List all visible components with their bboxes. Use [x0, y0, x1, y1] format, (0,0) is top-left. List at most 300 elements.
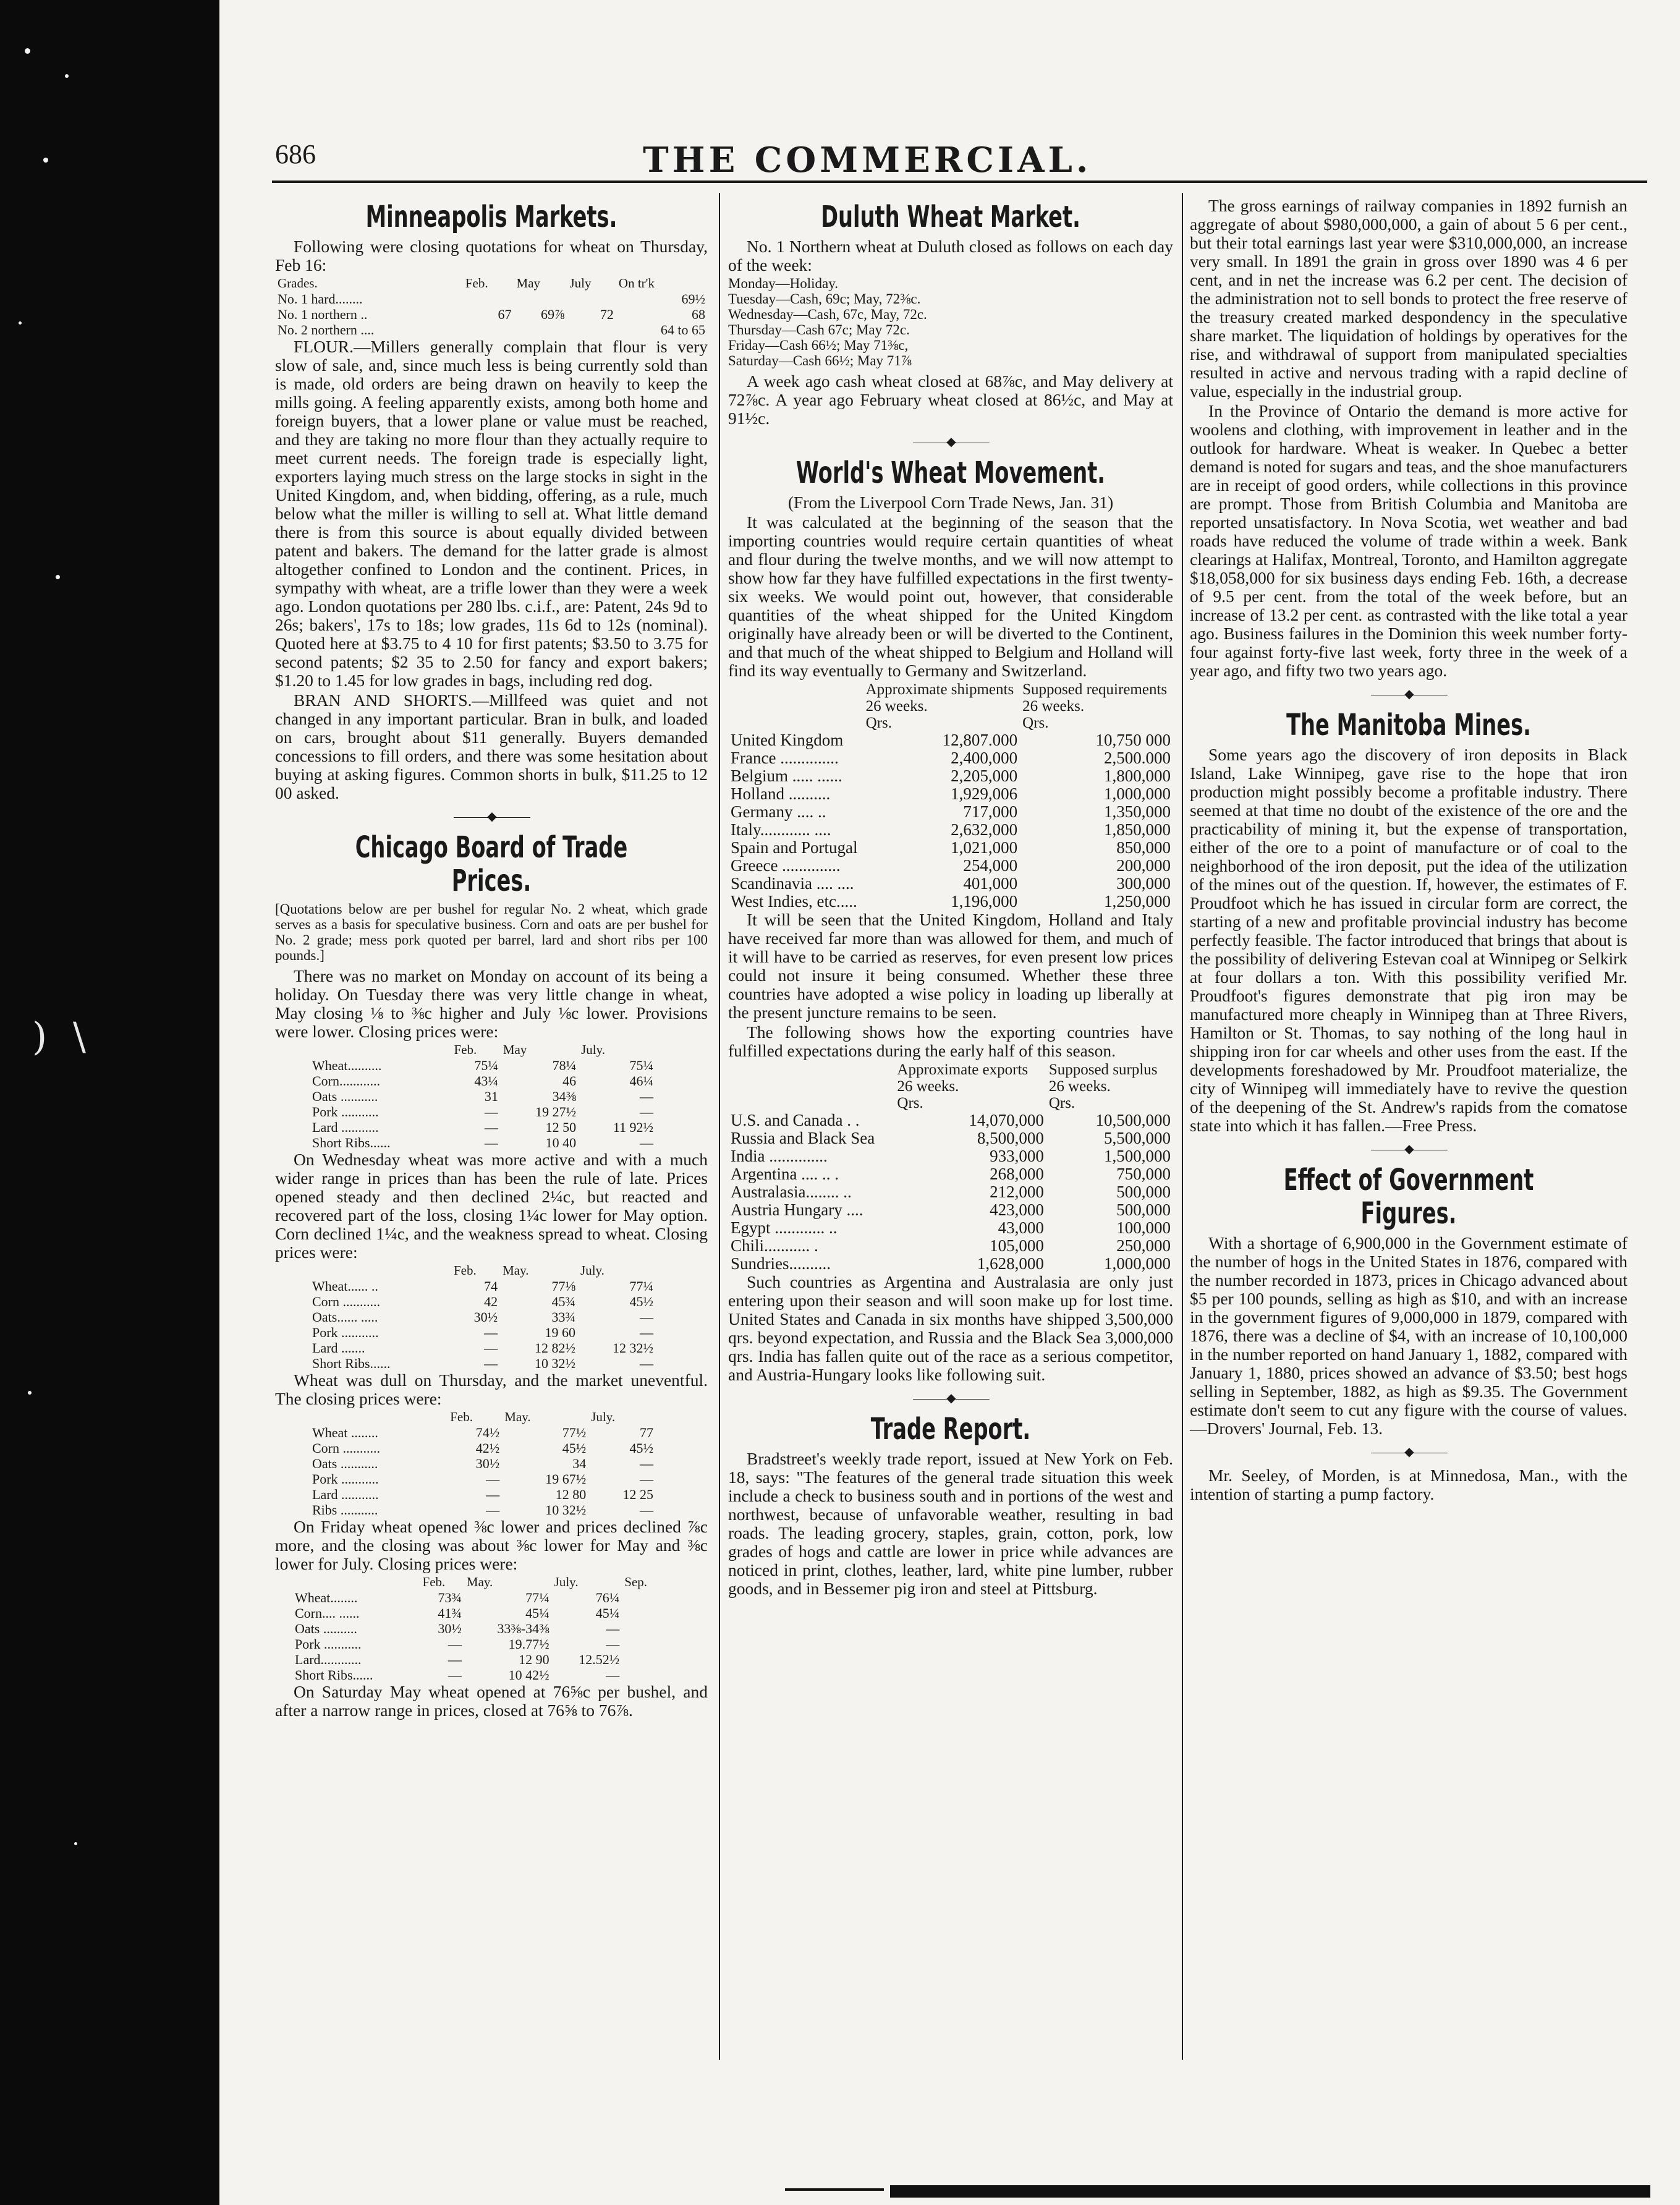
- column-header: [728, 1078, 894, 1095]
- table-row: [310, 1325, 656, 1340]
- table-cell: 34⅜: [552, 1089, 577, 1104]
- chicago-saturday: On Saturday May wheat opened at 76⅝c per bushel, and after a narrow range in prices, closed at 76⅝ to 76⅞.: [275, 1682, 708, 1720]
- table-row: [728, 1201, 1173, 1219]
- chicago-thursday-table: [310, 1409, 656, 1518]
- table-cell: —: [486, 1502, 500, 1518]
- table-header-row: [728, 1095, 1173, 1111]
- table-cell: 717,000: [963, 802, 1018, 821]
- table-cell: 10 32½: [535, 1356, 576, 1371]
- table-cell: 45¾: [551, 1294, 576, 1309]
- table-header-row: [310, 1409, 656, 1425]
- column-header: 26 weeks.: [865, 698, 928, 715]
- section-divider: ———◆———: [454, 810, 529, 823]
- column-header: Feb.: [450, 1409, 473, 1424]
- table-cell: 10,750 000: [1095, 731, 1171, 749]
- table-cell: 12 50: [545, 1119, 577, 1135]
- table-cell: Oats ...........: [312, 1089, 378, 1104]
- table-cell: 30½: [438, 1621, 462, 1636]
- table-row: [728, 1183, 1173, 1201]
- table-cell: —: [640, 1356, 653, 1371]
- table-cell: 30½: [475, 1456, 500, 1471]
- table-cell: 11 92½: [613, 1119, 653, 1135]
- table-row: [728, 893, 1173, 911]
- table-row: [310, 1278, 656, 1294]
- table-cell: Argentina .... .. .: [731, 1165, 839, 1183]
- table-cell: Short Ribs......: [312, 1356, 391, 1371]
- table-cell: [622, 1652, 664, 1667]
- government-figures-heading: Effect of Government Figures.: [1283, 1163, 1534, 1231]
- table-row: [310, 1309, 656, 1325]
- column-header: [310, 1042, 452, 1058]
- list-item: Tuesday—Cash, 69c; May, 72⅜c.: [728, 291, 921, 307]
- table-row: [310, 1340, 656, 1356]
- scan-speck: [25, 48, 30, 54]
- table-cell: Egypt ............ ..: [731, 1218, 838, 1237]
- scan-speck: [43, 158, 48, 163]
- table-cell: U.S. and Canada . .: [731, 1111, 860, 1129]
- table-cell: United Kingdom: [731, 731, 844, 749]
- table-row: [275, 322, 708, 338]
- table-cell: —: [486, 1487, 500, 1502]
- table-cell: 8,500,000: [977, 1129, 1044, 1147]
- table-cell: —: [606, 1621, 620, 1636]
- table-cell: 12,807.000: [942, 731, 1018, 749]
- table-row: [728, 803, 1173, 821]
- column-header: May: [503, 1042, 527, 1057]
- table-row: [728, 731, 1173, 749]
- table-row: [275, 307, 708, 322]
- trade-report-paragraph: Bradstreet's weekly trade report, issued at New York on Feb. 18, says: "The features of the general trade situation this week include a check to business south and in portions of the west and northwest, because of unfavorable weather, resulting in bad roads. The leading grocery, staples, grain, cotton, pork, low grades of hogs and cattle are lower in price while advances are noticed in print, clothes, leather, lard, white pine lumber, rubber goods, and in Bessemer pig iron and steel at Pittsburg.: [728, 1449, 1173, 1598]
- table-cell: 19 67½: [545, 1471, 587, 1487]
- table-cell: [622, 1667, 664, 1683]
- table-cell: —: [486, 1471, 500, 1487]
- table-row: [728, 821, 1173, 839]
- table-cell: 10 42½: [508, 1667, 549, 1683]
- table-cell: 67: [498, 307, 512, 322]
- table-row: [728, 1111, 1173, 1129]
- table-cell: 77¼: [525, 1590, 549, 1605]
- table-cell: 12 32½: [613, 1340, 653, 1356]
- table-cell: Lard ...........: [312, 1119, 379, 1135]
- trade-report-heading: Trade Report.: [870, 1412, 1031, 1447]
- table-row: [728, 1165, 1173, 1183]
- scan-speck: [28, 1391, 32, 1395]
- table-cell: 1,021,000: [951, 838, 1018, 857]
- table-row: [728, 1219, 1173, 1237]
- table-cell: Oats ...........: [312, 1456, 378, 1471]
- table-row: [310, 1456, 656, 1471]
- table-cell: 500,000: [1116, 1200, 1171, 1219]
- table-cell: Wheat........: [295, 1590, 358, 1605]
- minneapolis-heading: Minneapolis Markets.: [365, 200, 617, 234]
- table-cell: 77: [640, 1425, 653, 1440]
- worlds-wheat-paragraph-1: It was calculated at the beginning of the season that the importing countries would require certain quantities of wheat and flour during the twelve months, and we will now attempt to show how far they have fulfilled expectations in the first twenty-six weeks. We would point out, however, that considerable quantities of the wheat shipped for the United Kingdom originally have already been or will be diverted to the Continent, and that much of the wheat shipped to Belgium and Holland will find its way eventually to Germany and Switzerland.: [728, 512, 1173, 680]
- table-row: [728, 785, 1173, 803]
- chicago-thursday: Wheat was dull on Thursday, and the market uneventful. The closing prices were:: [275, 1370, 708, 1408]
- table-cell: 1,500,000: [1104, 1147, 1171, 1165]
- table-cell: Austria Hungary ....: [731, 1200, 863, 1219]
- table-cell: West Indies, etc.....: [731, 892, 857, 911]
- seeley-paragraph: Mr. Seeley, of Morden, is at Minnedosa, Man., with the intention of starting a pump factory.: [1190, 1466, 1627, 1503]
- table-cell: Chili........... .: [731, 1236, 818, 1255]
- column-header: July.: [554, 1574, 579, 1589]
- chicago-friday: On Friday wheat opened ⅜c lower and prices declined ⅞c more, and the closing was about ⅜c lower for May and ⅜c lower for July. Closing prices were:: [275, 1517, 708, 1573]
- chicago-wednesday-table: [310, 1263, 656, 1371]
- table-row: [310, 1487, 656, 1502]
- table-cell: Sundries..........: [731, 1254, 831, 1273]
- table-cell: 42: [484, 1294, 498, 1309]
- table-cell: 1,850,000: [1104, 820, 1171, 839]
- table-cell: 750,000: [1116, 1165, 1171, 1183]
- table-cell: Greece ..............: [731, 856, 841, 875]
- table-cell: Lard .......: [312, 1340, 365, 1356]
- table-cell: 423,000: [990, 1200, 1044, 1219]
- column-header: Sep.: [624, 1574, 648, 1589]
- table-row: [728, 1255, 1173, 1273]
- section-divider: ———◆———: [1371, 1142, 1446, 1156]
- table-cell: Germany .... ..: [731, 802, 826, 821]
- table-cell: 5,500,000: [1104, 1129, 1171, 1147]
- table-cell: [463, 322, 514, 338]
- table-cell: Short Ribs......: [312, 1135, 391, 1150]
- table-cell: 45¼: [525, 1605, 549, 1621]
- column-3: [1190, 197, 1627, 1505]
- table-cell: 69⅞: [540, 307, 565, 322]
- importing-countries-table: [728, 681, 1173, 911]
- table-row: [728, 839, 1173, 857]
- table-cell: Wheat..........: [312, 1058, 382, 1073]
- column-2: [728, 197, 1173, 1599]
- table-cell: —: [640, 1309, 653, 1325]
- table-cell: Australasia........ ..: [731, 1183, 852, 1201]
- table-row: [310, 1073, 656, 1089]
- scan-border: [0, 0, 219, 2205]
- column-header: July: [569, 276, 592, 291]
- column-header: [728, 681, 863, 698]
- manitoba-mines-heading: The Manitoba Mines.: [1286, 708, 1531, 742]
- table-cell: No. 2 northern ....: [278, 322, 375, 338]
- minneapolis-intro: Following were closing quotations for wheat on Thursday, Feb 16:: [275, 237, 708, 274]
- table-cell: Spain and Portugal: [731, 838, 858, 857]
- column-header: Grades.: [278, 276, 318, 291]
- worlds-wheat-source: (From the Liverpool Corn Trade News, Jan. 31): [787, 493, 1114, 512]
- duluth-heading: Duluth Wheat Market.: [821, 200, 1080, 234]
- table-cell: [567, 291, 616, 307]
- worlds-wheat-heading: World's Wheat Movement.: [795, 456, 1106, 490]
- table-cell: 19.77½: [508, 1636, 549, 1652]
- table-row: [310, 1440, 656, 1456]
- column-header: [728, 1095, 894, 1111]
- table-cell: Belgium ..... ......: [731, 767, 842, 785]
- flour-paragraph: FLOUR.—Millers generally complain that flour is very slow of sale, and, since much less is being currently sold than is made, old orders are being drawn on heavily to keep the mills going. A feeling apparently exists, among both home and foreign buyers, that a lower plane or value must be reached, and they are taking no more flour than they actually require to meet current needs. The foreign trade is especially light, exporters laying much stress on the large stocks in sight in the United Kingdom, and, when bidding, offering, as a rule, much below what the miller is willing to sell at. What little demand there is from this source is about equally divided between patent and bakers. The demand for the latter grade is almost altogether confined to London and the continent. Prices, in sympathy with wheat, are a trifle lower than they were a week ago. London quotations per 280 lbs. c.i.f., are: Patent, 24s 9d to 26s; bakers', 17s to 18s; low grades, 11s 6d to 12s (nominal). Quoted here at $3.75 to 4 10 for first patents; $3.50 to 3.75 for second patents; $2 35 to 2.50 for fancy and export bakers; $1.20 to 1.45 for low grades in bags, including red dog.: [275, 337, 708, 690]
- table-cell: —: [484, 1356, 498, 1371]
- table-cell: France ..............: [731, 749, 839, 767]
- table-cell: Wheat...... ..: [312, 1278, 378, 1294]
- duluth-intro: No. 1 Northern wheat at Duluth closed as follows on each day of the week:: [728, 237, 1173, 274]
- column-header: [310, 1409, 448, 1425]
- table-cell: [622, 1605, 664, 1621]
- table-header-row: [310, 1042, 656, 1058]
- table-cell: [622, 1621, 664, 1636]
- scan-artifact: [890, 2185, 1650, 2198]
- chicago-monday-tuesday: There was no market on Monday on account of its being a holiday. On Tuesday there was very little change in wheat, May closing ⅛ to ⅜c higher and July ⅛c lower. Provisions were lower. Closing prices were:: [275, 966, 708, 1041]
- table-cell: [567, 322, 616, 338]
- table-cell: 77⅛: [551, 1278, 576, 1294]
- table-cell: —: [484, 1104, 498, 1119]
- table-row: [310, 1356, 656, 1371]
- table-cell: 69½: [681, 291, 705, 307]
- table-cell: 30½: [473, 1309, 498, 1325]
- table-row: [310, 1089, 656, 1104]
- table-row: [310, 1058, 656, 1073]
- column-1: [275, 197, 708, 1721]
- header-rule: [272, 181, 1647, 183]
- table-cell: Pork ...........: [312, 1471, 379, 1487]
- chicago-note: [Quotations below are per bushel for regular No. 2 wheat, which grade serves as a basis for speculative business. Corn and oats are per bushel for No. 2 grade; mess pork quoted per barrel, lard and short ribs per 100 pounds.]: [275, 901, 708, 963]
- column-header: [728, 1061, 894, 1078]
- column-header: 26 weeks.: [1022, 698, 1085, 715]
- table-cell: 10 40: [545, 1135, 577, 1150]
- column-header: On tr'k: [618, 276, 655, 291]
- table-cell: —: [606, 1636, 620, 1652]
- table-cell: 500,000: [1116, 1183, 1171, 1201]
- table-cell: —: [640, 1135, 653, 1150]
- table-row: [292, 1636, 664, 1652]
- table-row: [310, 1119, 656, 1135]
- table-cell: 300,000: [1116, 874, 1171, 893]
- bran-paragraph: BRAN AND SHORTS.—Millfeed was quiet and not changed in any important particular. Bran in bulk, and loaded on cars, brought about $11 generally. Buyers demanded concessions to fill orders, and there was some hesitation about buying at asking figures. Common shorts in bulk, $11.25 to 12 00 asked.: [275, 690, 708, 802]
- table-cell: Short Ribs......: [295, 1667, 373, 1683]
- table-cell: 42½: [475, 1440, 500, 1456]
- table-cell: —: [606, 1667, 620, 1683]
- column-header: Qrs.: [897, 1095, 923, 1111]
- table-cell: 254,000: [963, 856, 1018, 875]
- table-row: [292, 1590, 664, 1605]
- table-cell: 100,000: [1116, 1218, 1171, 1237]
- table-cell: 76¼: [595, 1590, 620, 1605]
- table-cell: [514, 322, 567, 338]
- section-divider: ———◆———: [913, 1391, 988, 1405]
- column-header: [310, 1263, 451, 1278]
- table-row: [275, 291, 708, 307]
- list-item: Saturday—Cash 66½; May 71⅞: [728, 353, 912, 368]
- table-row: [728, 767, 1173, 785]
- list-item: Thursday—Cash 67c; May 72c.: [728, 322, 910, 338]
- table-cell: 45½: [629, 1440, 653, 1456]
- table-cell: —: [484, 1135, 498, 1150]
- table-cell: —: [448, 1667, 462, 1683]
- table-row: [292, 1605, 664, 1621]
- table-cell: 45½: [629, 1294, 653, 1309]
- table-row: [310, 1104, 656, 1119]
- table-cell: —: [484, 1119, 498, 1135]
- table-cell: 72: [600, 307, 614, 322]
- table-cell: 78¼: [552, 1058, 577, 1073]
- table-cell: 75¼: [629, 1058, 653, 1073]
- column-header: [292, 1574, 420, 1590]
- table-cell: 12.52½: [579, 1652, 620, 1667]
- table-cell: India ..............: [731, 1147, 828, 1165]
- table-cell: 1,800,000: [1104, 767, 1171, 785]
- table-cell: 10,500,000: [1095, 1111, 1171, 1129]
- scan-speck: [74, 1842, 77, 1845]
- table-cell: Lard ...........: [312, 1487, 379, 1502]
- table-cell: 200,000: [1116, 856, 1171, 875]
- table-cell: [622, 1590, 664, 1605]
- binding-mark-left: ): [32, 1014, 48, 1059]
- column-header: Feb.: [465, 276, 488, 291]
- table-cell: 43,000: [998, 1218, 1044, 1237]
- column-header: May.: [504, 1409, 531, 1424]
- table-cell: 1,000,000: [1104, 784, 1171, 803]
- table-cell: 12 80: [555, 1487, 587, 1502]
- column-header: 26 weeks.: [1048, 1078, 1111, 1095]
- table-cell: 46: [562, 1073, 577, 1089]
- table-cell: Ribs ...........: [312, 1502, 378, 1518]
- table-row: [310, 1425, 656, 1440]
- scan-speck: [56, 575, 60, 579]
- table-cell: 33⅜-34⅜: [497, 1621, 549, 1636]
- column-rule-2: [1182, 193, 1183, 2060]
- column-header: July.: [581, 1042, 606, 1057]
- table-cell: —: [640, 1325, 653, 1340]
- column-header: Feb.: [453, 1263, 477, 1278]
- scan-speck: [65, 74, 69, 78]
- table-cell: 12 25: [622, 1487, 653, 1502]
- table-row: [310, 1502, 656, 1518]
- table-cell: 77¼: [629, 1278, 653, 1294]
- table-cell: 19 27½: [535, 1104, 577, 1119]
- duluth-daily-list: [728, 276, 1173, 368]
- column-header: Qrs.: [1022, 715, 1049, 731]
- table-header-row: [728, 1061, 1173, 1078]
- table-header-row: [728, 698, 1173, 715]
- exporting-countries-table: [728, 1061, 1173, 1273]
- worlds-wheat-paragraph-2: It will be seen that the United Kingdom, Holland and Italy have received far more than was allowed for them, and much of it will have to be carried as reserves, for even present low prices could not insure it being consumed. Whether these three countries have adopted a wise policy in loading up liberally at the present juncture remains to be seen.: [728, 910, 1173, 1022]
- worlds-wheat-paragraph-4: Such countries as Argentina and Australasia are only just entering upon their season and will soon make up for lost time. United States and Canada in six months have shipped 3,500,000 qrs. beyond expectation, and Russia and the Black Sea 3,000,000 qrs. India has fallen quite out of the race as a serious competitor, and Austria-Hungary looks like following suit.: [728, 1272, 1173, 1384]
- table-cell: 77½: [562, 1425, 587, 1440]
- table-cell: 43¼: [474, 1073, 498, 1089]
- column-header: Approximate shipments: [865, 681, 1014, 698]
- table-cell: 250,000: [1116, 1236, 1171, 1255]
- table-cell: No. 1 northern ..: [278, 307, 368, 322]
- column-header: [728, 715, 863, 731]
- table-row: [728, 1147, 1173, 1165]
- column-header: Feb.: [454, 1042, 477, 1057]
- column-header: Qrs.: [865, 715, 892, 731]
- table-cell: [514, 291, 567, 307]
- table-cell: Corn.... ......: [295, 1605, 360, 1621]
- table-header-row: [292, 1574, 664, 1590]
- table-cell: 2,500.000: [1104, 749, 1171, 767]
- binding-mark-right: \: [73, 1014, 86, 1059]
- list-item: Monday—Holiday.: [728, 276, 839, 291]
- table-header-row: [275, 276, 708, 291]
- table-cell: 1,350,000: [1104, 802, 1171, 821]
- table-cell: —: [640, 1456, 653, 1471]
- table-cell: 19 60: [545, 1325, 576, 1340]
- list-item: Friday—Cash 66½; May 71⅜c,: [728, 338, 909, 353]
- table-row: [292, 1621, 664, 1636]
- table-cell: 105,000: [990, 1236, 1044, 1255]
- chicago-wednesday: On Wednesday wheat was more active and with a much wider range in prices than has been the rule of late. Prices opened steady and then declined 2¼c, but reacted and recovered part of the loss, closing 1¼c lower for May option. Corn declined 1¼c, and the weakness spread to wheat. Closing prices were:: [275, 1150, 708, 1262]
- table-cell: 1,628,000: [977, 1254, 1044, 1273]
- table-header-row: [728, 715, 1173, 731]
- column-header: May.: [466, 1574, 493, 1589]
- table-cell: Pork ...........: [312, 1104, 379, 1119]
- table-header-row: [728, 1078, 1173, 1095]
- table-row: [310, 1135, 656, 1150]
- column-header: [728, 698, 863, 715]
- table-cell: 45¼: [595, 1605, 620, 1621]
- table-cell: —: [640, 1104, 653, 1119]
- table-cell: Oats ..........: [295, 1621, 357, 1636]
- chicago-heading: Chicago Board of Trade Prices.: [355, 830, 628, 898]
- table-row: [292, 1667, 664, 1683]
- table-cell: Lard............: [295, 1652, 362, 1667]
- table-cell: —: [448, 1636, 462, 1652]
- table-cell: 933,000: [990, 1147, 1044, 1165]
- scan-artifact: [785, 2188, 884, 2191]
- table-cell: Italy............ ....: [731, 820, 831, 839]
- table-row: [310, 1294, 656, 1309]
- table-cell: 1,196,000: [951, 892, 1018, 911]
- ontario-trade-paragraph: In the Province of Ontario the demand is more active for woolens and clothing, with improvement in leather and in the outlook for hardware. Wheat is weaker. In Quebec a better demand is noted for sugars and teas, and the shoe manufacturers are in receipt of good orders, while collections in this province are prompt. Those from British Columbia and Manitoba are reported unsatisfactory. In Nova Scotia, wet weather and bad roads have reduced the volume of trade within a week. Bank clearings at Halifax, Montreal, Toronto, and Hamilton aggregate $18,058,000 for six business days ending Feb. 16th, a decrease of 9.5 per cent. from the total of the week before, but an increase of 13.2 per cent. as contrasted with the like total a year ago. Business failures in the Dominion this week number forty-four against forty-five last week, forty three in the week of a year ago, and fifty two two years ago.: [1190, 401, 1627, 680]
- table-cell: 2,632,000: [951, 820, 1018, 839]
- table-cell: 14,070,000: [969, 1111, 1044, 1129]
- table-cell: 41¾: [438, 1605, 462, 1621]
- table-cell: Pork ...........: [312, 1325, 379, 1340]
- table-cell: 850,000: [1116, 838, 1171, 857]
- railway-earnings-paragraph: The gross earnings of railway companies in 1892 furnish an aggregate of about $980,000,000, a gain of about 5 6 per cent., but their total earnings last year were $310,000,000, an increase very small. In 1891 the grain in gross over 1890 was 4 6 per cent, and in net the increase was 6.2 per cent. The decision of the administration not to sell bonds to protect the free reserve of the treasury created marked despondency in the speculative share market. The liquidation of holdings by operatives for the rise, and withdrawal of support from manipulated specialties resulted in active and nervous trading with a rapid decline of value, especially in the industrial group.: [1190, 196, 1627, 401]
- column-header: Supposed requirements: [1022, 681, 1168, 698]
- table-cell: —: [448, 1652, 462, 1667]
- table-cell: Corn............: [312, 1073, 380, 1089]
- table-cell: 33¾: [551, 1309, 576, 1325]
- table-cell: 74½: [475, 1425, 500, 1440]
- table-cell: 12 82½: [535, 1340, 576, 1356]
- column-header: Feb.: [422, 1574, 446, 1589]
- table-row: [310, 1471, 656, 1487]
- scan-speck: [19, 321, 22, 325]
- table-cell: [622, 1636, 664, 1652]
- table-cell: —: [484, 1340, 498, 1356]
- section-divider: ———◆———: [1371, 687, 1446, 701]
- chicago-friday-table: [292, 1574, 664, 1683]
- worlds-wheat-paragraph-3: The following shows how the exporting countries have fulfilled expectations during the early half of this season.: [728, 1022, 1173, 1060]
- table-cell: No. 1 hard........: [278, 291, 363, 307]
- column-header: Approximate exports: [897, 1061, 1029, 1078]
- page-number: 686: [275, 139, 316, 169]
- table-header-row: [728, 681, 1173, 698]
- table-cell: Corn ...........: [312, 1294, 380, 1309]
- table-cell: 73¾: [438, 1590, 462, 1605]
- table-cell: 268,000: [990, 1165, 1044, 1183]
- column-header: May: [516, 276, 541, 291]
- table-cell: —: [640, 1471, 653, 1487]
- table-cell: Oats...... .....: [312, 1309, 378, 1325]
- section-divider: ———◆———: [1371, 1445, 1446, 1459]
- government-figures-paragraph: With a shortage of 6,900,000 in the Government estimate of the number of hogs in the United States in 1876, compared with the number recorded in 1873, prices in Chicago advanced about $5 per 100 pounds, selling as high as $10, and with an increase in the government figures of 9,000,000 in 1879, compared with 1876, there was a decline of $4, with an increase of 10,100,000 in the number reported on hand January 1, 1882, compared with January 1, 1880, prices showed an advance of $3.50; best hogs selling in September, 1882, as high as $9.35. The Government estimate don't seem to cut any figure with the course of values.—Drovers' Journal, Feb. 13.: [1190, 1233, 1627, 1438]
- column-header: Supposed surplus: [1048, 1061, 1158, 1078]
- list-item: Wednesday—Cash, 67c, May, 72c.: [728, 307, 927, 322]
- table-row: [728, 875, 1173, 893]
- table-cell: 2,400,000: [951, 749, 1018, 767]
- chicago-tuesday-table: [310, 1042, 656, 1150]
- table-cell: 1,000,000: [1104, 1254, 1171, 1273]
- table-cell: 31: [484, 1089, 498, 1104]
- table-cell: Wheat ........: [312, 1425, 378, 1440]
